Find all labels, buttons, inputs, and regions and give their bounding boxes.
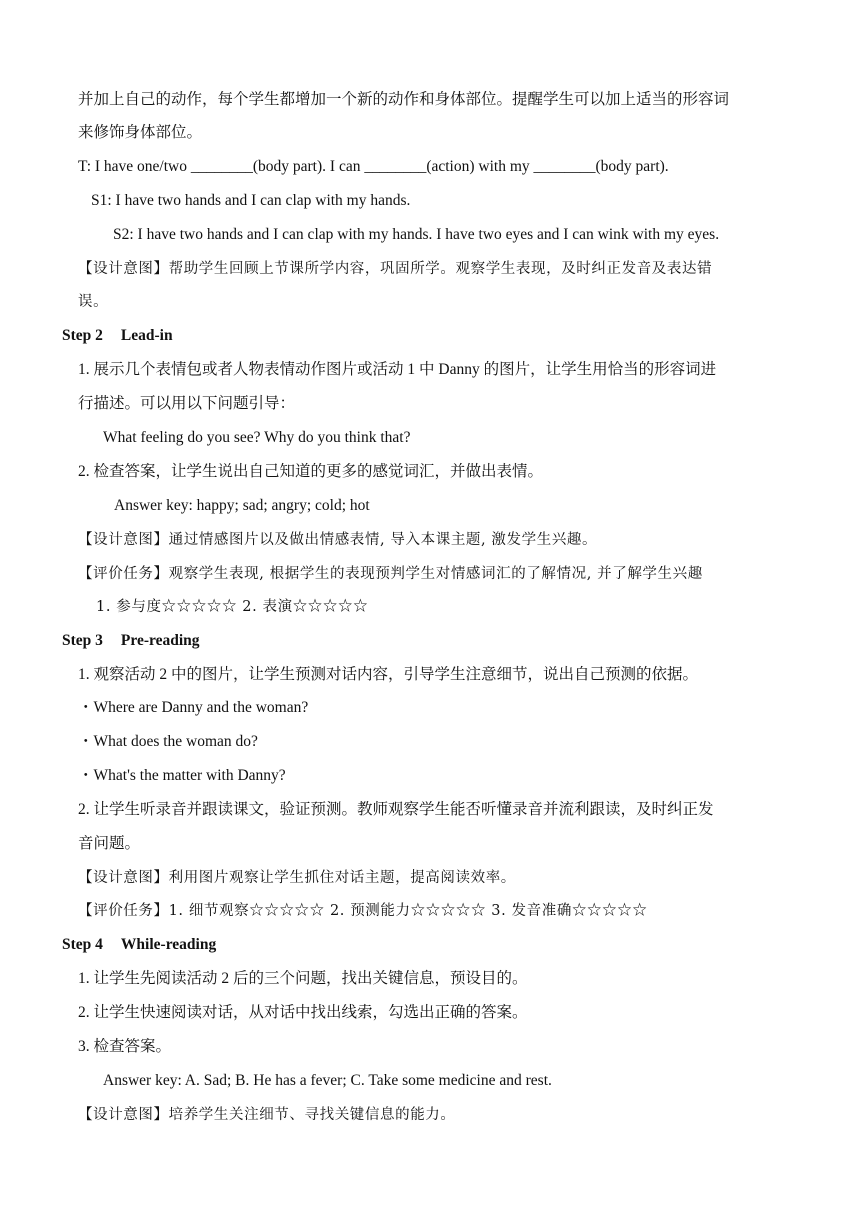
step-heading-3 <box>62 631 200 651</box>
design-intent-note: 【设计意图】帮助学生回顾上节课所学内容，巩固所学。观察学生表现，及时纠正发音及表达错 <box>78 261 713 277</box>
example-sentence-s2: S2: I have two hands and I can clap with my hands. I have two eyes and I can wink with my eyes. <box>113 226 720 243</box>
bullet-question: ・What does the woman do? <box>78 733 258 750</box>
list-item: 1. 展示几个表情包或者人物表情动作图片或活动 1 中 Danny 的图片，让学生用恰当的形容词进 <box>78 361 717 378</box>
list-item: 1. 观察活动 2 中的图片，让学生预测对话内容，引导学生注意细节，说出自己预测的依据。 <box>78 666 699 683</box>
list-item: 2. 让学生听录音并跟读课文，验证预测。教师观察学生能否听懂录音并流利跟读，及时纠正发 <box>78 801 714 818</box>
guiding-question: What feeling do you see? Why do you think that? <box>103 429 411 446</box>
step-title: Pre-reading <box>120 632 200 649</box>
step-label: Step 4 <box>62 936 103 953</box>
evaluation-task-note: 【评价任务】观察学生表现, 根据学生的表现预判学生对情感词汇的了解情况, 并了解学生兴趣 <box>78 566 703 582</box>
list-item: 1. 让学生先阅读活动 2 后的三个问题，找出关键信息，预设目的。 <box>78 970 528 987</box>
design-intent-note: 【设计意图】培养学生关注细节、寻找关键信息的能力。 <box>78 1107 456 1123</box>
list-item: 2. 让学生快速阅读对话，从对话中找出线索，勾选出正确的答案。 <box>78 1004 528 1021</box>
answer-key: Answer key: happy; sad; angry; cold; hot <box>114 497 370 514</box>
paragraph-line: 来修饰身体部位。 <box>78 124 203 141</box>
list-item-cont: 音问题。 <box>78 835 141 852</box>
step-title: While-reading <box>120 936 217 953</box>
bullet-question: ・Where are Danny and the woman? <box>78 699 309 716</box>
design-intent-note: 【设计意图】利用图片观察让学生抓住对话主题，提高阅读效率。 <box>78 870 516 886</box>
step-label: Step 2 <box>62 327 103 344</box>
step-heading-4 <box>62 935 216 955</box>
bullet-question: ・What's the matter with Danny? <box>78 767 286 784</box>
template-sentence: T: I have one/two ________(body part). I can ________(action) with my ________(body part). <box>78 158 669 175</box>
example-sentence-s1: S1: I have two hands and I can clap with my hands. <box>91 192 411 209</box>
answer-key: Answer key: A. Sad; B. He has a fever; C. Take some medicine and rest. <box>103 1072 552 1089</box>
list-item: 3. 检查答案。 <box>78 1038 172 1055</box>
list-item-cont: 行描述。可以用以下问题引导： <box>78 395 296 412</box>
rating-stars-line: 1. 参与度☆☆☆☆☆ 2. 表演☆☆☆☆☆ <box>96 599 369 615</box>
list-item: 2. 检查答案，让学生说出自己知道的更多的感觉词汇，并做出表情。 <box>78 463 544 480</box>
paragraph-line: 并加上自己的动作，每个学生都增加一个新的动作和身体部位。提醒学生可以加上适当的形容词 <box>78 91 730 108</box>
step-heading-2 <box>62 326 173 346</box>
design-intent-note-cont: 误。 <box>78 294 109 310</box>
step-label: Step 3 <box>62 632 103 649</box>
step-title: Lead-in <box>120 327 173 344</box>
design-intent-note: 【设计意图】通过情感图片以及做出情感表情, 导入本课主题, 激发学生兴趣。 <box>78 532 598 548</box>
evaluation-task-note: 【评价任务】1. 细节观察☆☆☆☆☆ 2. 预测能力☆☆☆☆☆ 3. 发音准确☆☆☆☆☆ <box>78 903 648 919</box>
